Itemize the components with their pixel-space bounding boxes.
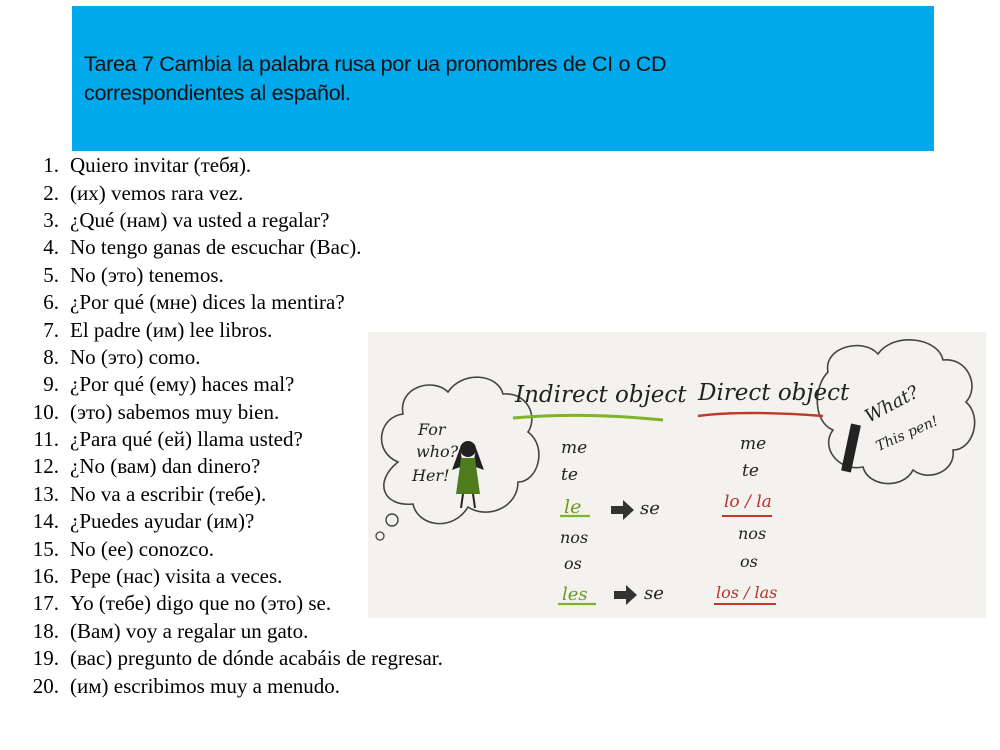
direct-pronoun: te bbox=[742, 461, 759, 481]
item-text: No tengo ganas de escuchar (Вас). bbox=[70, 235, 362, 260]
item-text: ¿Para qué (ей) llama usted? bbox=[70, 427, 303, 452]
item-text: Quiero invitar (тебя). bbox=[70, 153, 252, 178]
item-text: No va a escribir (тебе). bbox=[70, 481, 267, 506]
right-bubble-line: This pen! bbox=[873, 413, 941, 455]
whiteboard-drawing bbox=[368, 332, 986, 618]
left-bubble-line: who? bbox=[416, 442, 459, 461]
item-text: ¿No (вам) dan dinero? bbox=[70, 454, 261, 479]
direct-pronoun: os bbox=[740, 552, 758, 571]
item-text: (им) escribimos muy a menudo. bbox=[70, 673, 341, 698]
item-text: No (это) como. bbox=[70, 344, 201, 369]
item-number: 13. bbox=[32, 481, 59, 506]
indirect-pronoun: os bbox=[564, 554, 582, 573]
title-banner bbox=[72, 6, 934, 151]
item-text: El padre (им) lee libros. bbox=[70, 317, 273, 342]
direct-object-header: Direct object bbox=[698, 380, 850, 406]
list-item bbox=[0, 234, 600, 261]
indirect-pronoun: les bbox=[562, 584, 588, 605]
item-text: No (ее) conozco. bbox=[70, 536, 215, 561]
item-number: 11. bbox=[33, 427, 59, 452]
item-text: ¿Puedes ayudar (им)? bbox=[70, 509, 255, 534]
list-item bbox=[0, 152, 600, 179]
indirect-pronoun: te bbox=[561, 465, 578, 485]
se-label: se bbox=[644, 583, 664, 604]
item-number: 19. bbox=[32, 646, 59, 671]
list-item bbox=[0, 179, 600, 206]
task-title bbox=[84, 50, 904, 108]
task-title-line-1: Tarea 7 Cambia la palabra rusa por ua pronombres de CI o CD bbox=[84, 52, 667, 76]
item-number: 18. bbox=[32, 618, 59, 643]
direct-pronoun: lo / la bbox=[724, 492, 772, 512]
item-number: 6. bbox=[43, 290, 59, 315]
direct-underline bbox=[698, 413, 823, 416]
item-text: No (это) tenemos. bbox=[70, 262, 224, 287]
item-number: 4. bbox=[43, 235, 59, 260]
item-number: 20. bbox=[32, 673, 59, 698]
indirect-pronoun: nos bbox=[560, 528, 589, 547]
se-label: se bbox=[640, 498, 660, 519]
item-number: 9. bbox=[43, 372, 59, 397]
list-item bbox=[0, 207, 600, 234]
indirect-pronoun: me bbox=[561, 438, 588, 458]
indirect-object-header: Indirect object bbox=[515, 382, 687, 408]
item-text: (вас) pregunto de dónde acabáis de regresar. bbox=[70, 646, 443, 671]
item-number: 5. bbox=[43, 262, 59, 287]
list-item bbox=[0, 289, 600, 316]
right-bubble-line: What? bbox=[861, 381, 923, 428]
item-text: ¿Qué (нам) va usted a regalar? bbox=[70, 207, 330, 232]
item-number: 10. bbox=[32, 399, 59, 424]
pencil-drawing bbox=[841, 423, 861, 472]
item-text: ¿Por qué (мне) dices la mentira? bbox=[70, 290, 345, 315]
direct-pronoun: me bbox=[740, 434, 767, 454]
item-text: (Вам) voy a regalar un gato. bbox=[70, 618, 309, 643]
item-number: 12. bbox=[32, 454, 59, 479]
arrow-icon bbox=[611, 500, 634, 520]
item-text: (их) vemos rara vez. bbox=[70, 180, 244, 205]
indirect-pronoun: le bbox=[564, 496, 582, 518]
item-number: 17. bbox=[32, 591, 59, 616]
girl-drawing bbox=[460, 441, 476, 457]
item-number: 2. bbox=[43, 180, 59, 205]
arrow-icon bbox=[614, 585, 637, 605]
item-text: Yo (тебе) digo que no (это) se. bbox=[70, 591, 332, 616]
item-number: 3. bbox=[43, 207, 59, 232]
item-number: 1. bbox=[43, 153, 59, 178]
cloud-bubble bbox=[386, 514, 398, 526]
item-text: (это) sabemos muy bien. bbox=[70, 399, 280, 424]
list-item bbox=[0, 645, 600, 672]
left-bubble-line: Her! bbox=[412, 466, 450, 485]
item-text: Pepe (нас) visita a veces. bbox=[70, 564, 283, 589]
list-item bbox=[0, 618, 600, 645]
item-number: 7. bbox=[43, 317, 59, 342]
item-number: 8. bbox=[43, 344, 59, 369]
list-item bbox=[0, 262, 600, 289]
item-text: ¿Por qué (ему) haces mal? bbox=[70, 372, 295, 397]
direct-pronoun: nos bbox=[738, 524, 767, 543]
list-item bbox=[0, 672, 600, 699]
item-number: 16. bbox=[32, 564, 59, 589]
left-bubble-line: For bbox=[418, 420, 446, 439]
item-number: 14. bbox=[32, 509, 59, 534]
indirect-underline bbox=[513, 415, 663, 420]
whiteboard-photo bbox=[368, 332, 986, 618]
cloud-bubble bbox=[376, 532, 384, 540]
task-title-line-2: correspondientes al español. bbox=[84, 81, 351, 105]
direct-pronoun: los / las bbox=[716, 583, 778, 602]
item-number: 15. bbox=[32, 536, 59, 561]
